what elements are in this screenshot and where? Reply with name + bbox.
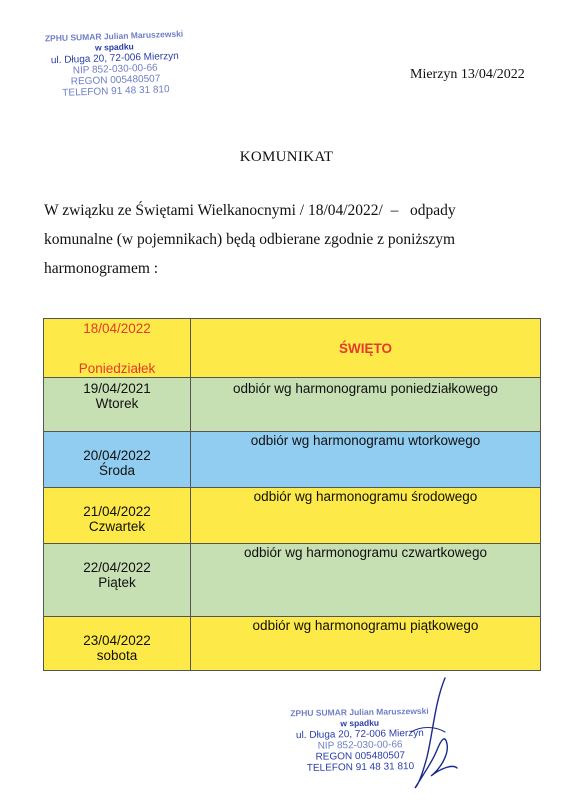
row-day: Wtorek	[95, 396, 139, 411]
row-day: Piątek	[98, 575, 136, 590]
date-cell	[44, 432, 191, 488]
table-row	[44, 617, 541, 671]
date-cell	[44, 544, 191, 617]
description-cell	[191, 432, 541, 488]
date-cell	[44, 378, 191, 432]
table-row	[44, 378, 541, 432]
row-date: 18/04/2022	[83, 321, 151, 336]
row-day: sobota	[96, 648, 138, 663]
row-day: Czwartek	[88, 519, 146, 534]
stamp-nip: NIP 852-030-00-66	[317, 739, 403, 752]
row-date: 23/04/2022	[83, 633, 151, 648]
intro-line-3: harmonogramem :	[44, 260, 159, 277]
description-cell	[191, 378, 541, 432]
row-description: odbiór wg harmonogramu czwartkowego	[243, 545, 488, 560]
intro-line-2: komunalne (w pojemnikach) będą odbierane zgodnie z poniższym	[44, 231, 456, 248]
handwritten-signature	[375, 672, 475, 792]
description-cell	[191, 617, 541, 671]
row-day: Środa	[98, 463, 136, 478]
date-cell	[44, 617, 191, 671]
stamp-regon: REGON 005480507	[70, 73, 161, 88]
holiday-label: ŚWIĘTO	[338, 340, 392, 356]
stamp-address: ul. Długa 20, 72-006 Mierzyn	[50, 50, 179, 67]
row-description: odbiór wg harmonogramu środowego	[253, 489, 478, 504]
place-date: Mierzyn 13/04/2022	[410, 67, 525, 82]
intro-line-1: W związku ze Świętami Wielkanocnymi / 18/04/2022/ – odpady	[44, 202, 456, 219]
stamp-note: w spadku	[94, 41, 134, 53]
stamp-address: ul. Długa 20, 72-006 Mierzyn	[295, 727, 424, 742]
stamp-nip: NIP 852-030-00-66	[72, 62, 158, 77]
description-cell	[191, 319, 541, 378]
description-cell	[191, 544, 541, 617]
row-description: odbiór wg harmonogramu piątkowego	[252, 618, 479, 633]
table-row	[44, 488, 541, 544]
stamp-phone: TELEFON 91 48 31 810	[306, 761, 415, 774]
row-description: odbiór wg harmonogramu poniedziałkowego	[233, 381, 498, 396]
table-row	[44, 544, 541, 617]
collection-schedule-table	[43, 318, 541, 671]
stamp-phone: TELEFON 91 48 31 810	[62, 84, 170, 99]
row-date: 19/04/2021	[83, 381, 151, 396]
stamp-company-name: ZPHU SUMAR Julian Maruszewski	[290, 705, 429, 719]
intro-paragraph	[44, 196, 524, 283]
row-day: Poniedziałek	[78, 361, 156, 376]
row-date: 21/04/2022	[83, 504, 151, 519]
stamp-company-name: ZPHU SUMAR Julian Maruszewski	[44, 28, 184, 44]
row-date: 22/04/2022	[83, 560, 151, 575]
table-row	[44, 319, 541, 378]
table-row	[44, 432, 541, 488]
row-date: 20/04/2022	[83, 448, 151, 463]
description-cell	[191, 488, 541, 544]
row-description: odbiór wg harmonogramu wtorkowego	[250, 433, 481, 448]
company-stamp-top	[29, 28, 201, 100]
document-title: KOMUNIKAT	[239, 149, 334, 165]
stamp-note: w spadku	[340, 717, 380, 729]
stamp-regon: REGON 005480507	[315, 750, 406, 763]
date-cell	[44, 488, 191, 544]
date-cell	[44, 319, 191, 378]
